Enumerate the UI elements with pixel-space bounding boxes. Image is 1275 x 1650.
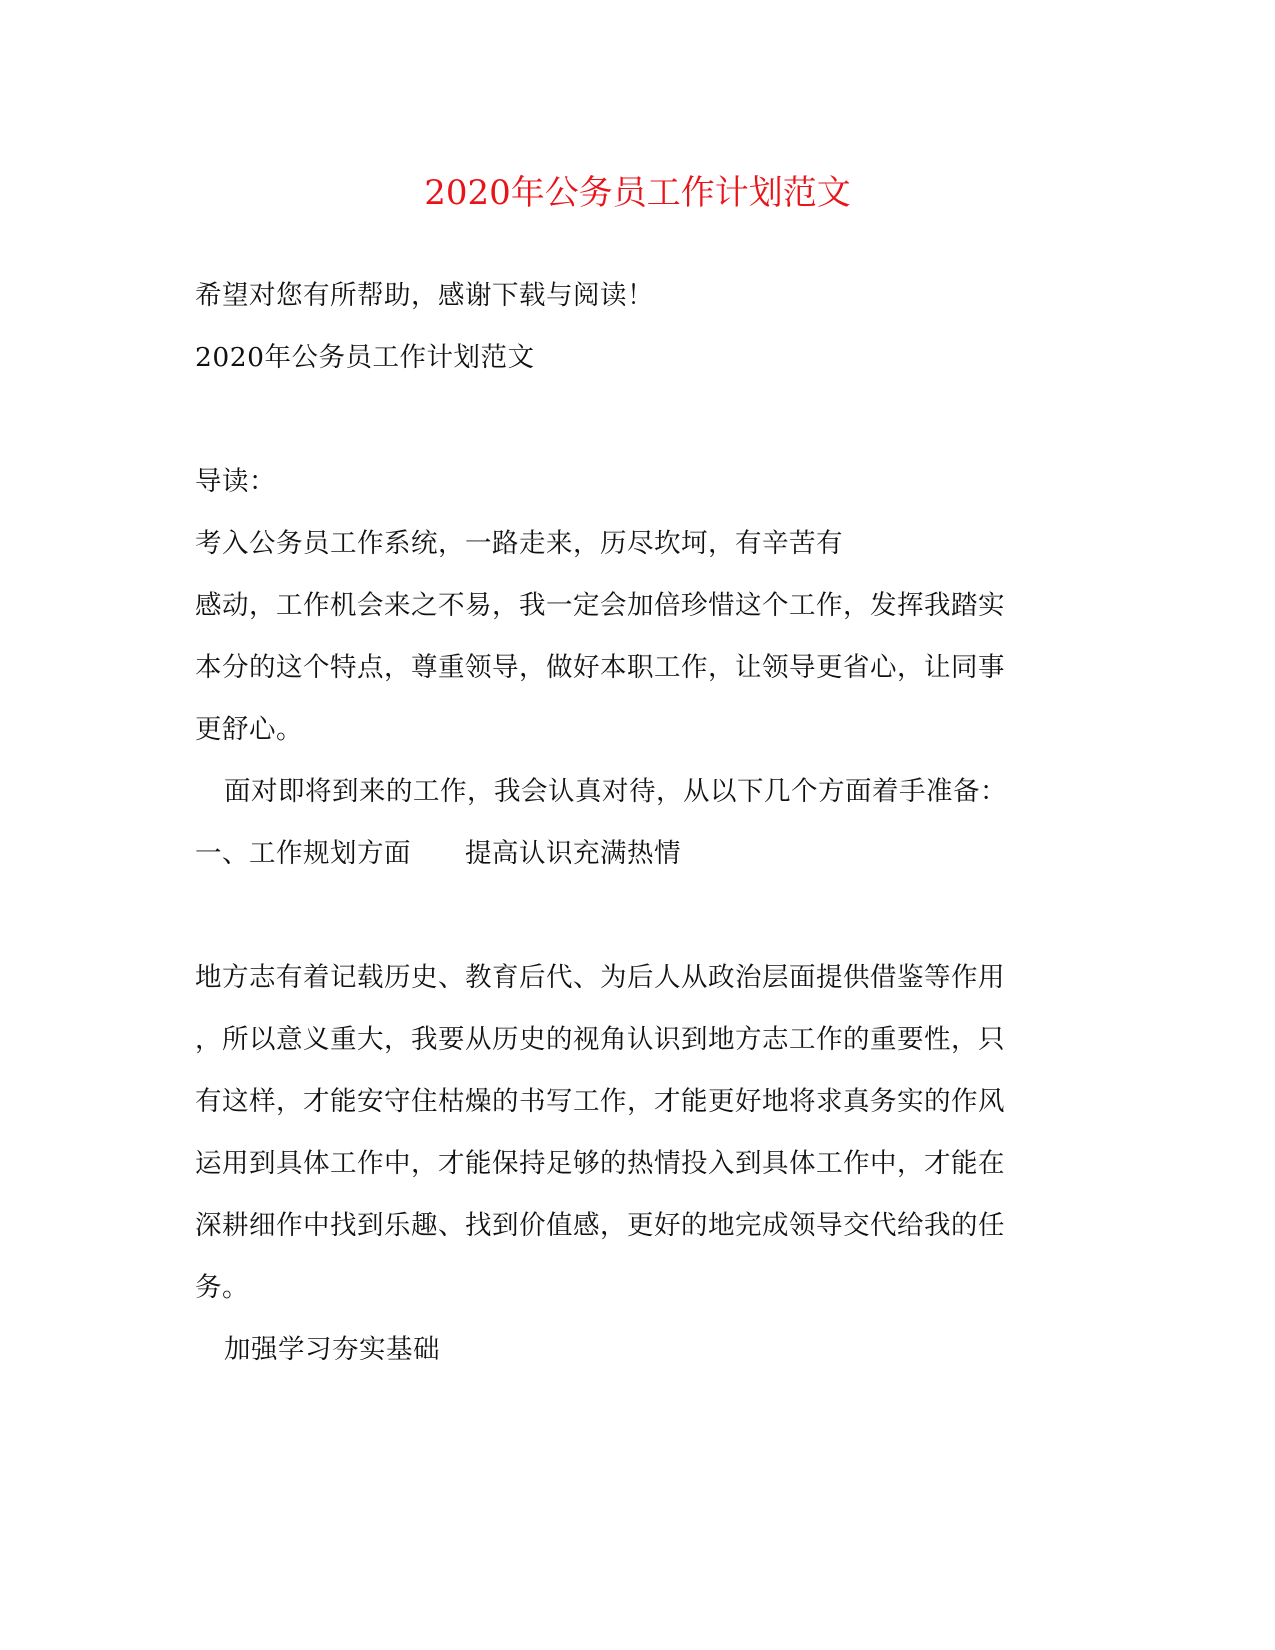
paragraph-line: ，所以意义重大，我要从历史的视角认识到地方志工作的重要性，只 bbox=[195, 1024, 1005, 1055]
paragraph-line: 深耕细作中找到乐趣、找到价值感，更好的地完成领导交代给我的任 bbox=[195, 1210, 1005, 1241]
paragraph-line: 感动，工作机会来之不易，我一定会加倍珍惜这个工作，发挥我踏实 bbox=[195, 590, 1005, 621]
paragraph-line: 务。 bbox=[195, 1272, 249, 1303]
document-title: 2020年公务员工作计划范文 bbox=[424, 173, 851, 213]
paragraph-line: 面对即将到来的工作，我会认真对待，从以下几个方面着手准备： bbox=[224, 776, 1007, 807]
paragraph-line: 更舒心。 bbox=[195, 714, 303, 745]
section-heading: 一、工作规划方面 提高认识充满热情 bbox=[195, 838, 681, 869]
paragraph-line: 考入公务员工作系统，一路走来，历尽坎坷，有辛苦有 bbox=[195, 528, 843, 559]
guide-heading: 导读： bbox=[195, 466, 276, 497]
subsection-heading: 加强学习夯实基础 bbox=[224, 1334, 440, 1365]
paragraph-line: 本分的这个特点，尊重领导，做好本职工作，让领导更省心，让同事 bbox=[195, 652, 1005, 683]
paragraph-line: 运用到具体工作中，才能保持足够的热情投入到具体工作中，才能在 bbox=[195, 1148, 1005, 1179]
intro-greeting-line: 希望对您有所帮助，感谢下载与阅读！ bbox=[195, 280, 654, 311]
paragraph-line: 地方志有着记载历史、教育后代、为后人从政治层面提供借鉴等作用 bbox=[195, 962, 1005, 993]
subtitle-line: 2020年公务员工作计划范文 bbox=[195, 342, 535, 373]
paragraph-line: 有这样，才能安守住枯燥的书写工作，才能更好地将求真务实的作风 bbox=[195, 1086, 1005, 1117]
